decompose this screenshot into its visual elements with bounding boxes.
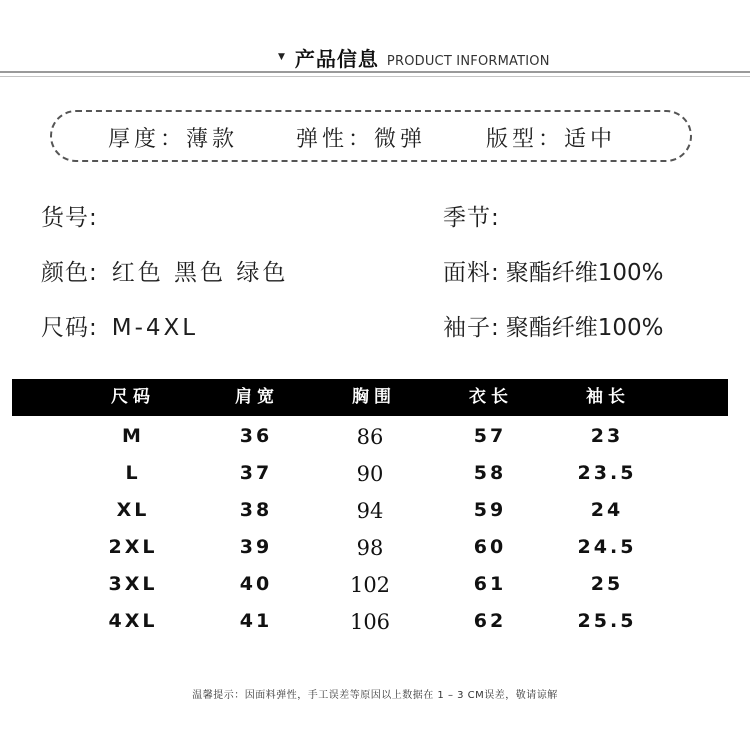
- table-cell: 90: [356, 462, 384, 486]
- size-disclaimer-note: 温馨提示：因面料弹性，手工误差等原因以上数据在 1 – 3 CM误差，敬请谅解: [192, 690, 558, 701]
- table-cell: 41: [239, 610, 273, 632]
- table-cell: L: [125, 462, 141, 484]
- table-cell: 24.5: [577, 536, 637, 558]
- material-value: 聚酯纤维100%: [505, 260, 664, 286]
- table-cell: 38: [239, 499, 273, 521]
- column-header: 衣长: [469, 387, 513, 407]
- column-header: 胸围: [352, 387, 396, 407]
- colors-value: 红色 黑色 绿色: [111, 260, 289, 286]
- table-cell: 4XL: [108, 610, 158, 632]
- sleeve-label: 袖子:: [443, 315, 500, 341]
- table-cell: 23: [590, 425, 624, 447]
- info-item-number: [41, 199, 112, 232]
- info-sizes: [41, 309, 198, 342]
- column-header: 肩宽: [235, 387, 279, 407]
- table-cell: 39: [239, 536, 273, 558]
- table-cell: 57: [473, 425, 507, 447]
- table-cell: 59: [473, 499, 507, 521]
- table-cell: 98: [356, 536, 384, 560]
- column-header: 袖长: [586, 387, 630, 407]
- material-label: 面料:: [443, 260, 500, 286]
- table-cell: 61: [473, 573, 507, 595]
- table-cell: 37: [239, 462, 273, 484]
- table-cell: 23.5: [577, 462, 637, 484]
- spec-thickness: 厚度：薄款: [108, 127, 239, 152]
- table-cell: 40: [239, 573, 273, 595]
- table-cell: 58: [473, 462, 507, 484]
- spec-elasticity: 弹性：微弹: [296, 127, 427, 152]
- triangle-down-icon: ▼: [278, 52, 285, 62]
- table-cell: 25: [590, 573, 624, 595]
- item-number-label: 货号:: [41, 205, 98, 231]
- header-title: [278, 40, 550, 72]
- table-cell: M: [122, 425, 144, 447]
- table-cell: 86: [356, 425, 384, 449]
- table-cell: 24: [590, 499, 624, 521]
- header-divider-thick: [0, 71, 750, 73]
- info-material: [443, 254, 664, 287]
- table-cell: 94: [356, 499, 384, 523]
- sizes-label: 尺码:: [41, 315, 98, 341]
- column-header: 尺码: [111, 387, 155, 407]
- header-divider-thin: [0, 76, 750, 77]
- colors-label: 颜色:: [41, 260, 98, 286]
- table-cell: 36: [239, 425, 273, 447]
- table-cell: 62: [473, 610, 507, 632]
- spec-fit: 版型：适中: [486, 127, 617, 152]
- sleeve-value: 聚酯纤维100%: [505, 315, 664, 341]
- table-cell: 106: [349, 610, 391, 634]
- title-chinese: 产品信息: [294, 47, 379, 71]
- title-english: PRODUCT INFORMATION: [386, 54, 550, 69]
- table-cell: 60: [473, 536, 507, 558]
- sizes-value: M-4XL: [111, 315, 199, 341]
- spec-summary-box: [50, 110, 692, 162]
- table-cell: 102: [349, 573, 391, 597]
- info-sleeve: [443, 309, 664, 342]
- section-header: [0, 40, 750, 80]
- size-table-header: [12, 379, 728, 416]
- table-cell: 3XL: [108, 573, 158, 595]
- table-cell: 25.5: [577, 610, 637, 632]
- season-label: 季节:: [443, 205, 500, 231]
- table-cell: 2XL: [108, 536, 158, 558]
- info-colors: [41, 254, 288, 287]
- table-cell: XL: [116, 499, 150, 521]
- info-season: [443, 199, 514, 232]
